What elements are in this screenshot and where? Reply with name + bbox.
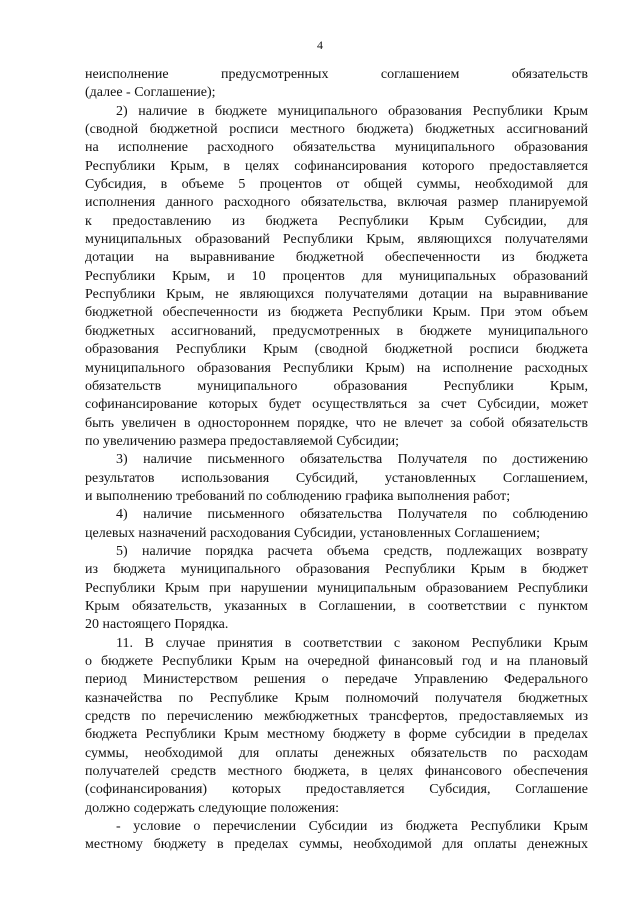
text-line: исполнения данного расходного обязательства, включая размер планируемой	[85, 195, 588, 211]
text-line: 20 настоящего Порядка.	[85, 617, 229, 633]
text-line: - условие о перечислении Субсидии из бюджета Республики Крым	[116, 819, 588, 835]
document-body	[85, 66, 588, 855]
paragraph	[85, 103, 588, 452]
text-line: неисполнение предусмотренных соглашением обязательств	[85, 67, 588, 82]
text-line: бюджетных ассигнований, предусмотренных в бюджете муниципального	[85, 323, 588, 339]
text-line: период Министерством решения о передаче Управлению Федерального	[85, 672, 588, 688]
text-line: 2) наличие в бюджете муниципального образования Республики Крым	[116, 103, 588, 119]
text-line: получателей средств местного бюджета, в целях финансового обеспечения	[85, 764, 588, 780]
text-line: Субсидия, в объеме 5 процентов от общей суммы, необходимой для	[85, 177, 588, 193]
text-line: суммы, необходимой для оплаты денежных обязательств по расходам	[85, 745, 588, 761]
text-line: образования Республики Крым (сводной бюджетной росписи бюджета	[85, 342, 588, 358]
paragraph	[85, 66, 588, 103]
text-line: Крым обязательств, указанных в Соглашении, в соответствии с пунктом	[85, 598, 588, 614]
text-line: бюджета Республики Крым местному бюджету в форме субсидии в пределах	[85, 727, 588, 743]
text-line: софинансирование которых будет осуществляться за счет Субсидии, может	[85, 397, 588, 413]
text-line: быть увеличен в одностороннем порядке, что не влечет за собой обязательств	[85, 415, 588, 431]
text-line: должно содержать следующие положения:	[85, 800, 340, 816]
text-line: Республики Крым при нарушении муниципальным образованием Республики	[85, 580, 588, 596]
text-line: к предоставлению из бюджета Республики Крым Субсидии, для	[85, 213, 588, 229]
paragraph	[85, 818, 588, 855]
text-line: муниципального образования Республики Крым) на исполнение расходных	[85, 360, 588, 376]
text-line: целевых назначений расходования Субсидии, установленных Соглашением;	[85, 525, 541, 541]
text-line: обязательств муниципального образования Республики Крым,	[85, 378, 588, 394]
page-number: 4	[317, 38, 323, 52]
text-line: Республики Крым, и 10 процентов для муниципальных образований	[85, 268, 588, 284]
text-line: и выполнению требований по соблюдению графика выполнения работ;	[85, 488, 511, 504]
paragraph	[85, 506, 588, 543]
text-line: о бюджете Республики Крым на очередной финансовый год и на плановый	[85, 654, 588, 669]
text-line: дотации на выравнивание бюджетной обеспеченности из бюджета	[85, 250, 588, 266]
text-line: 3) наличие письменного обязательства Получателя по достижению	[116, 452, 588, 468]
paragraph	[85, 543, 588, 635]
paragraph	[85, 635, 588, 818]
text-line: 4) наличие письменного обязательства Получателя по соблюдению	[116, 507, 588, 523]
text-line: из бюджета муниципального образования Республики Крым в бюджет	[85, 562, 588, 578]
paragraph	[85, 451, 588, 506]
text-line: (софинансирования) которых предоставляется Субсидия, Соглашение	[85, 782, 588, 798]
text-line: бюджетной обеспеченности из бюджета Республики Крым. При этом объем	[85, 305, 588, 321]
text-line: 11. В случае принятия в соответствии с законом Республики Крым	[116, 635, 588, 651]
text-line: местному бюджету в пределах суммы, необходимой для оплаты денежных	[85, 837, 588, 853]
text-line: по увеличению размера предоставляемой Субсидии;	[85, 433, 400, 449]
text-line: результатов использования Субсидий, установленных Соглашением,	[85, 470, 588, 486]
text-line: 5) наличие порядка расчета объема средств, подлежащих возврату	[116, 543, 588, 559]
text-line: (далее - Соглашение);	[85, 85, 216, 101]
text-line: на исполнение расходного обязательства муниципального образования	[85, 140, 588, 156]
text-line: Республики Крым, не являющихся получателями дотации на выравнивание	[85, 287, 588, 303]
text-line: (сводной бюджетной росписи местного бюджета) бюджетных ассигнований	[85, 122, 588, 138]
text-line: Республики Крым, в целях софинансирования которого предоставляется	[85, 158, 588, 174]
text-line: казначейства по Республике Крым полномочий получателя бюджетных	[85, 690, 588, 706]
text-line: средств по перечислению межбюджетных трансфертов, предоставляемых из	[85, 709, 588, 725]
text-line: муниципальных образований Республики Крым, являющихся получателями	[85, 232, 588, 248]
